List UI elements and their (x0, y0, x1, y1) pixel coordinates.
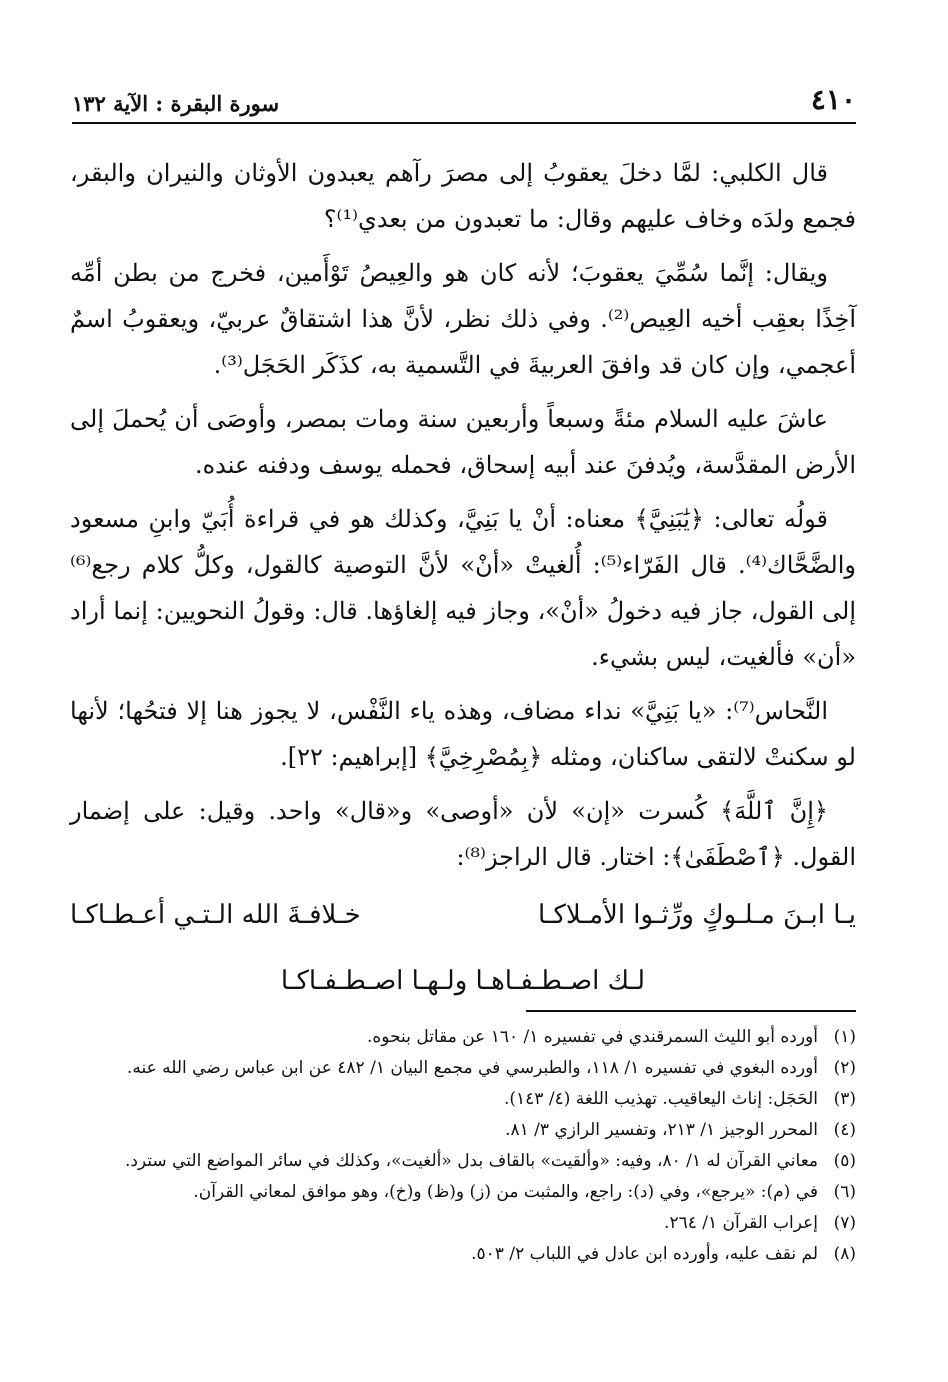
footnote-text: المحرر الوجيز ١/ ٢١٣، وتفسير الرازي ٣/ ٨١. (505, 1120, 818, 1140)
footnote (80, 1115, 856, 1146)
verse-hemistich-1: يـا ابـنَ مـلـوكٍ ورِّثـوا الأمـلاكـا (538, 900, 856, 930)
running-title: سورة البقرة : الآية ١٣٢ (72, 91, 280, 116)
footnote-number: (٣) (833, 1089, 856, 1109)
footnote-number: (٤) (833, 1120, 856, 1140)
verse-hemistich-2: خـلافـةَ الله الـتـي أعـطـاكـا (70, 900, 361, 930)
footnote (80, 1053, 856, 1084)
footnote-number: (٥) (833, 1151, 856, 1171)
paragraph: ﴿إِنَّ ٱللَّهَ﴾ كُسرت «إن» لأن «أوصى» و«قال» واحد. وقيل: على إضمار القول. ﴿ٱصْطَفَىٰ﴾: اختار. قال الراجز⁽⁸⁾: (70, 797, 856, 871)
paragraph: النَّحاس⁽⁷⁾: «يا بَنِيَّ» نداء مضاف، وهذه ياء النَّفْس، لا يجوز هنا إلا فتحُها؛ لأنها لو سكنتْ لالتقى ساكنان، ومثله ﴿بِمُصْرِخِيَّ﴾ [إبراهيم: ٢٢]. (70, 697, 856, 771)
footnote-number: (٦) (833, 1182, 856, 1202)
footnote-text: الحَجَل: إناث اليعاقيب. تهذيب اللغة (٤/ ١٤٣). (503, 1089, 818, 1109)
footnote (80, 1146, 856, 1177)
paragraph: عاشَ عليه السلام مئةً وسبعاً وأربعين سنة ومات بمصر، وأوصَى أن يُحملَ إلى الأرض المقدَّسة، ويُدفنَ عند أبيه إسحاق، فحمله يوسف ودفنه عنده. (70, 405, 856, 479)
paragraph: ويقال: إنَّما سُمِّيَ يعقوبَ؛ لأنه كان هو والعِيصُ تَوْأَمين، فخرج من بطن أمِّه آخِذًا بعقِب أخيه العِيص⁽²⁾. وفي ذلك نظر، لأنَّ هذا اشتقاقٌ عربيّ، ويعقوبُ اسمٌ أعجمي، وإن كان قد وافقَ العربيةَ في التَّسمية به، كذَكَر الحَجَل⁽³⁾. (70, 259, 856, 379)
footnote-number: (٧) (833, 1213, 856, 1233)
footnote-number: (٨) (833, 1244, 856, 1264)
verse-line-1 (70, 888, 856, 942)
footnote (80, 1208, 856, 1239)
page-header (72, 84, 856, 124)
paragraph: قال الكلبي: لمَّا دخلَ يعقوبُ إلى مصرَ رآهم يعبدون الأوثان والنيران والبقر، فجمع ولدَه وخاف عليهم وقال: ما تعبدون من بعدي⁽¹⁾؟ (70, 159, 856, 233)
main-text (70, 150, 856, 1008)
footnote-number: (١) (833, 1027, 856, 1047)
footnote-text: في (م): «يرجع»، وفي (د): راجع، والمثبت من (ز) و(ظ) و(خ)، وهو موافق لمعاني القرآن. (193, 1182, 818, 1202)
verse-line-2: لـك اصـطـفـاهـا ولـهـا اصـطـفـاكـا (280, 966, 646, 996)
footnote (80, 1177, 856, 1208)
footnote-text: أورده البغوي في تفسيره ١/ ١١٨، والطبرسي في مجمع البيان ١/ ٤٨٢ عن ابن عباس رضي الله عنه. (126, 1058, 818, 1078)
footnote-number: (٢) (833, 1058, 856, 1078)
footnote (80, 1239, 856, 1270)
footnote-text: لم نقف عليه، وأورده ابن عادل في اللباب ٢/ ٥٠٣. (471, 1244, 818, 1264)
page-number: ٤١٠ (810, 83, 856, 116)
paragraph: قولُه تعالى: ﴿يَٰبَنِيَّ﴾ معناه: أنْ يا بَنِيَّ، وكذلك هو في قراءة أُبَيّ وابنِ مسعود والضَّحَّاك⁽⁴⁾. قال الفَرّاء⁽⁵⁾: أُلغيتْ «أنْ» لأنَّ التوصية كالقول، وكلُّ كلام رجع⁽⁶⁾ إلى القول، جاز فيه دخولُ «أنْ»، وجاز فيه إلغاؤها. قال: وقولُ النحويين: إنما أراد «أن» فألغيت، ليس بشيء. (70, 505, 856, 671)
footnote (80, 1084, 856, 1115)
footnote (80, 1022, 856, 1053)
footnote-text: أورده أبو الليث السمرقندي في تفسيره ١/ ١٦٠ عن مقاتل بنحوه. (366, 1027, 818, 1047)
footnote-text: إعراب القرآن ١/ ٢٦٤. (664, 1213, 818, 1233)
footnote-text: معاني القرآن له ١/ ٨٠، وفيه: «وألقيت» بالقاف بدل «ألغيت»، وكذلك في سائر المواضع التي سترد. (124, 1151, 818, 1171)
footnotes (80, 1022, 856, 1270)
footnote-divider (526, 1010, 856, 1012)
